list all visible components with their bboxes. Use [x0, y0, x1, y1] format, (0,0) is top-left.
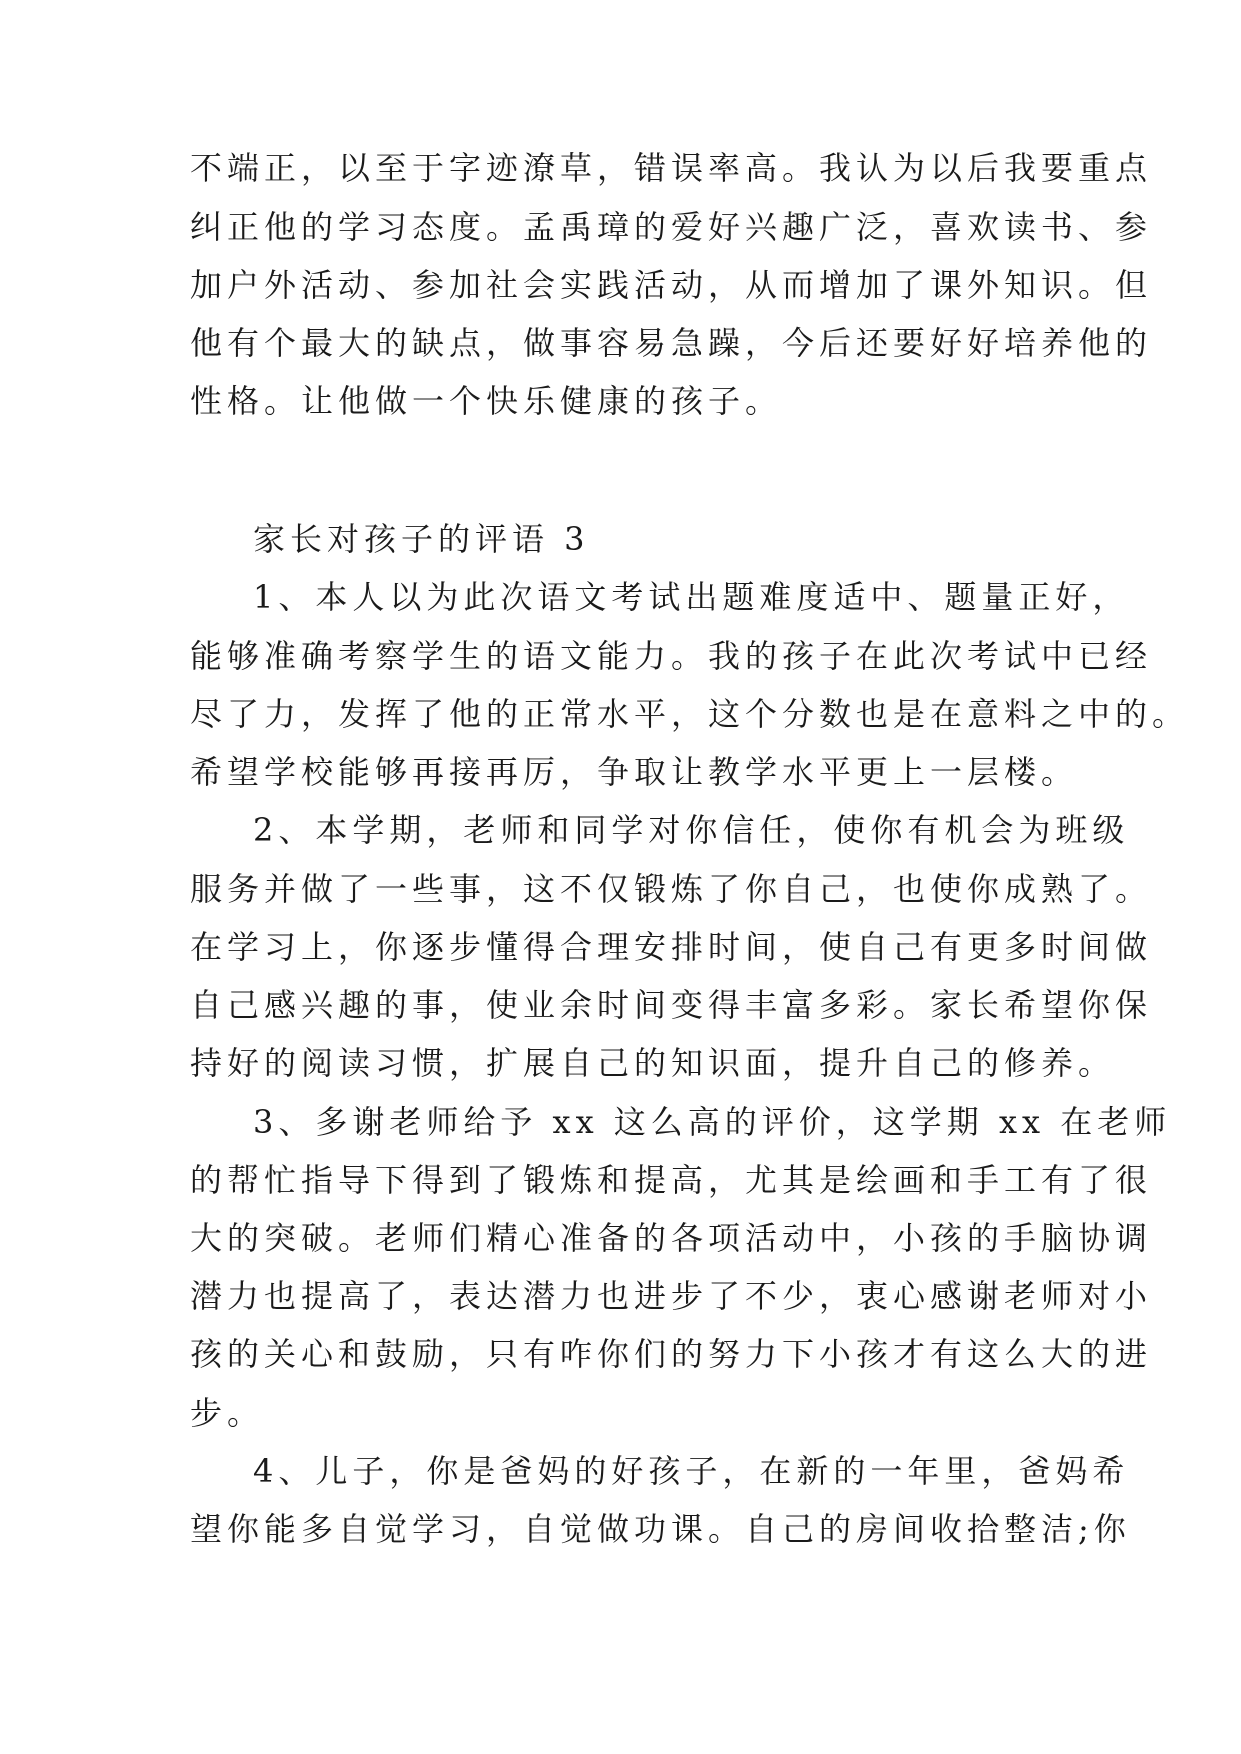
- text-line: 能够准确考察学生的语文能力。我的孩子在此次考试中已经: [190, 637, 1153, 675]
- text-line: 潜力也提高了，表达潜力也进步了不少，衷心感谢老师对小: [190, 1277, 1153, 1315]
- text-line: 纠正他的学习态度。孟禹璋的爱好兴趣广泛，喜欢读书、参: [190, 208, 1153, 246]
- text-line: 尽了力，发挥了他的正常水平，这个分数也是在意料之中的。: [190, 695, 1190, 733]
- text-line: 4、儿子，你是爸妈的好孩子，在新的一年里，爸妈希: [253, 1452, 1130, 1490]
- text-line: 加户外活动、参加社会实践活动，从而增加了课外知识。但: [190, 266, 1153, 304]
- section-heading: 家长对孩子的评语 3: [253, 520, 590, 558]
- text-line: 在学习上，你逐步懂得合理安排时间，使自己有更多时间做: [190, 928, 1153, 966]
- text-line: 持好的阅读习惯，扩展自己的知识面，提升自己的修养。: [190, 1044, 1116, 1082]
- text-line: 服务并做了一些事，这不仅锻炼了你自己，也使你成熟了。: [190, 870, 1153, 908]
- text-line: 性格。让他做一个快乐健康的孩子。: [190, 382, 783, 420]
- text-line: 2、本学期，老师和同学对你信任，使你有机会为班级: [253, 811, 1130, 849]
- text-line: 望你能多自觉学习，自觉做功课。自己的房间收拾整洁;你: [190, 1510, 1131, 1548]
- text-line: 的帮忙指导下得到了锻炼和提高，尤其是绘画和手工有了很: [190, 1161, 1153, 1199]
- text-line: 3、多谢老师给予 xx 这么高的评价，这学期 xx 在老师: [253, 1103, 1172, 1141]
- text-line: 步。: [190, 1394, 265, 1432]
- text-line: 大的突破。老师们精心准备的各项活动中，小孩的手脑协调: [190, 1219, 1153, 1257]
- text-line: 他有个最大的缺点，做事容易急躁，今后还要好好培养他的: [190, 324, 1153, 362]
- text-line: 1、本人以为此次语文考试出题难度适中、题量正好，: [253, 578, 1130, 616]
- text-line: 不端正，以至于字迹潦草，错误率高。我认为以后我要重点: [190, 149, 1153, 187]
- text-line: 自己感兴趣的事，使业余时间变得丰富多彩。家长希望你保: [190, 986, 1153, 1024]
- text-line: 希望学校能够再接再厉，争取让教学水平更上一层楼。: [190, 753, 1079, 791]
- text-line: 孩的关心和鼓励，只有咋你们的努力下小孩才有这么大的进: [190, 1335, 1153, 1373]
